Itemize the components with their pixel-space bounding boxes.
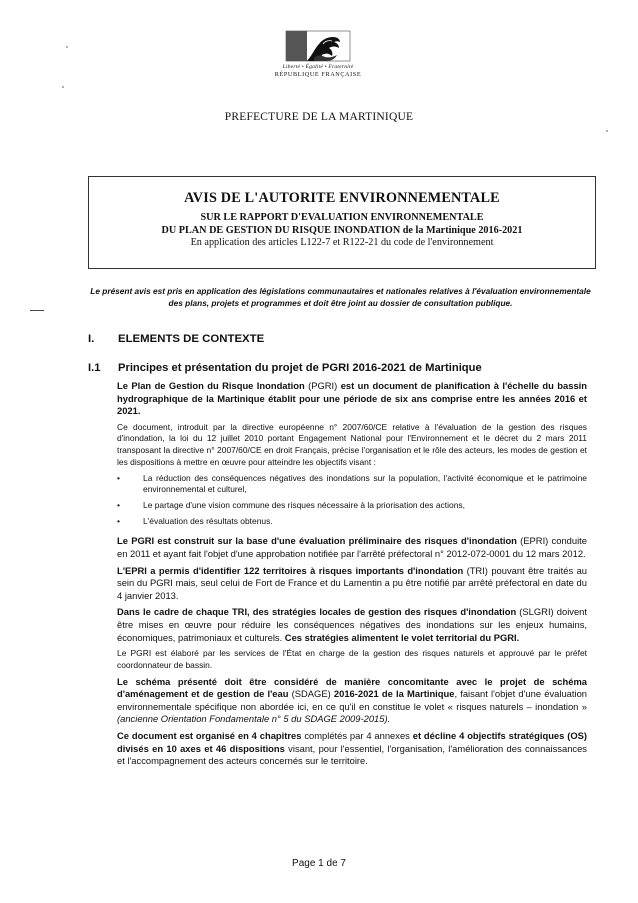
- margin-dash: [30, 310, 44, 311]
- list-item-text: L'évaluation des résultats obtenus.: [143, 515, 273, 526]
- subsection-title: Principes et présentation du projet de PGRI 2016-2021 de Martinique: [118, 362, 482, 374]
- page-number: Page 1 de 7: [292, 858, 346, 869]
- document-title: AVIS DE L'AUTORITE ENVIRONNEMENTALE: [184, 190, 500, 206]
- text-normal: (TRI) pouvant être traités au sein du PGRI mais, seul celui de Fort de France et du Lamentin a pu être notifié par arrêté préfectoral en date du 4 janvier 2013.: [117, 564, 587, 601]
- paragraph-pgri-definition: [117, 380, 587, 418]
- list-item-text: Le partage d'une vision commune des risques nécessaire à la priorisation des actions,: [143, 500, 465, 510]
- subsection-number: I.1: [88, 362, 101, 374]
- paragraph-epri: [117, 535, 587, 560]
- text-bold: Ces stratégies alimentent le volet territorial du PGRI.: [284, 631, 520, 643]
- text-italic: (ancienne Orientation Fondamentale n° 5 du SDAGE 2009-2015).: [117, 713, 391, 725]
- document-plan-line: [89, 225, 595, 236]
- prefecture-heading: PREFECTURE DE LA MARTINIQUE: [224, 111, 414, 123]
- paragraph-slgri: [117, 606, 587, 644]
- republic-logo: [258, 28, 378, 78]
- text-bold: et décline 4 objectifs stratégiques (OS) divisés en 10 axes et 46 dispositions: [117, 729, 588, 754]
- text-normal: (SDAGE): [288, 688, 334, 700]
- paragraph-tri: [117, 565, 587, 603]
- bullet-icon: •: [117, 472, 120, 483]
- list-item: [117, 473, 587, 496]
- paragraph-directive: Ce document, introduit par la directive européenne n° 2007/60/CE relative à l'évaluation de la gestion des risques d'inondation, la loi du 12 juillet 2010 portant Engagement National pour l'Environnement et le décret du 2 mars 2011 transposant la directive n° 2007/60/CE en droit Français, précise l'organisation et le rôle des acteurs, les modes de gestion et les dispositions à mettre en œuvre pour atteindre les objectifs visant :: [117, 421, 587, 467]
- list-item: [117, 500, 587, 512]
- paragraph-elaboration: Le PGRI est élaboré par les services de l'État en charge de la gestion des risques naturels et approuvé par le préfet coordonnateur de bassin.: [117, 648, 587, 670]
- scan-speck: [66, 46, 68, 48]
- plan-name: DU PLAN DE GESTION DU RISQUE INONDATION: [161, 225, 401, 236]
- text-bold: Le PGRI est construit sur la base d'une évaluation préliminaire des risques d'inondation: [117, 535, 517, 547]
- list-item-text: La réduction des conséquences négatives des inondations sur la population, l'activité économique et le patrimoine environnemental et culturel,: [143, 472, 587, 495]
- document-subtitle: SUR LE RAPPORT D'EVALUATION ENVIRONNEMENTALE: [200, 212, 484, 223]
- list-item: [117, 516, 587, 528]
- title-box: [88, 176, 596, 269]
- section-title: ELEMENTS DE CONTEXTE: [118, 333, 265, 345]
- marianne-logo-icon: [285, 28, 351, 62]
- bullet-icon: •: [117, 515, 120, 526]
- paragraph-organisation: [117, 730, 587, 768]
- text-normal: (PGRI): [304, 380, 341, 391]
- text-bold: L'EPRI a permis d'identifier 122 territoires à risques importants d'inondation: [117, 564, 464, 576]
- text-normal: visant, pour l'essentiel, l'organisation, l'amélioration des connaissances et l'accompagnement des acteurs concernés sur le territoire.: [117, 742, 587, 767]
- bullet-icon: •: [117, 500, 120, 510]
- republic-name: RÉPUBLIQUE FRANÇAISE: [274, 71, 362, 78]
- text-normal: (EPRI) conduite en 2011 et ayant fait l'objet d'une approbation notifiée par l'arrêté préfectoral n° 2012-072-0001 du 12 mars 2012.: [117, 535, 587, 559]
- text-normal: complétés par 4 annexes: [301, 729, 413, 741]
- text-bold: Le schéma présenté doit être considéré de manière concomitante avec le projet de schéma d'aménagement et de gestion de l'eau: [117, 675, 587, 700]
- text-bold: 2016-2021 de la Martinique: [333, 688, 455, 700]
- objectives-list: [117, 473, 587, 528]
- plan-territory: de la Martinique 2016-2021: [400, 225, 523, 236]
- scan-speck: [62, 86, 64, 88]
- text-normal: , faisant l'objet d'une évaluation environnementale spécifique non abordée ici, en ce qu'il en constitue le volet « risques naturels – inondation »: [117, 688, 588, 712]
- paragraph-sdage: [117, 676, 587, 726]
- republic-motto: Liberté • Égalité • Fraternité: [282, 64, 354, 70]
- intro-note: Le présent avis est pris en application des législations communautaires et nationales relatives à l'évaluation environnementale des plans, projets et programmes et doit être joint au dossier de consultation publique.: [90, 286, 591, 308]
- text-normal: (SLGRI) doivent être mises en œuvre pour réduire les conséquences négatives des inondations sur les enjeux humains, économiques, patrimoniaux et culturels.: [117, 606, 587, 643]
- text-bold: Le Plan de Gestion du Risque Inondation: [117, 380, 305, 391]
- section-number: I.: [88, 333, 95, 345]
- scan-speck: [606, 130, 608, 132]
- text-bold: Ce document est organisé en 4 chapitres: [117, 729, 302, 741]
- legal-reference: En application des articles L122-7 et R122-21 du code de l'environnement: [190, 237, 494, 248]
- text-bold: Dans le cadre de chaque TRI, des stratégies locales de gestion des risques d'inondation: [117, 606, 517, 618]
- text-bold: est un document de planification à l'échelle du bassin hydrographique de la Martinique établit pour une période de six ans comprise entre les années 2016 et 2021.: [117, 380, 588, 417]
- body-text: [117, 380, 587, 772]
